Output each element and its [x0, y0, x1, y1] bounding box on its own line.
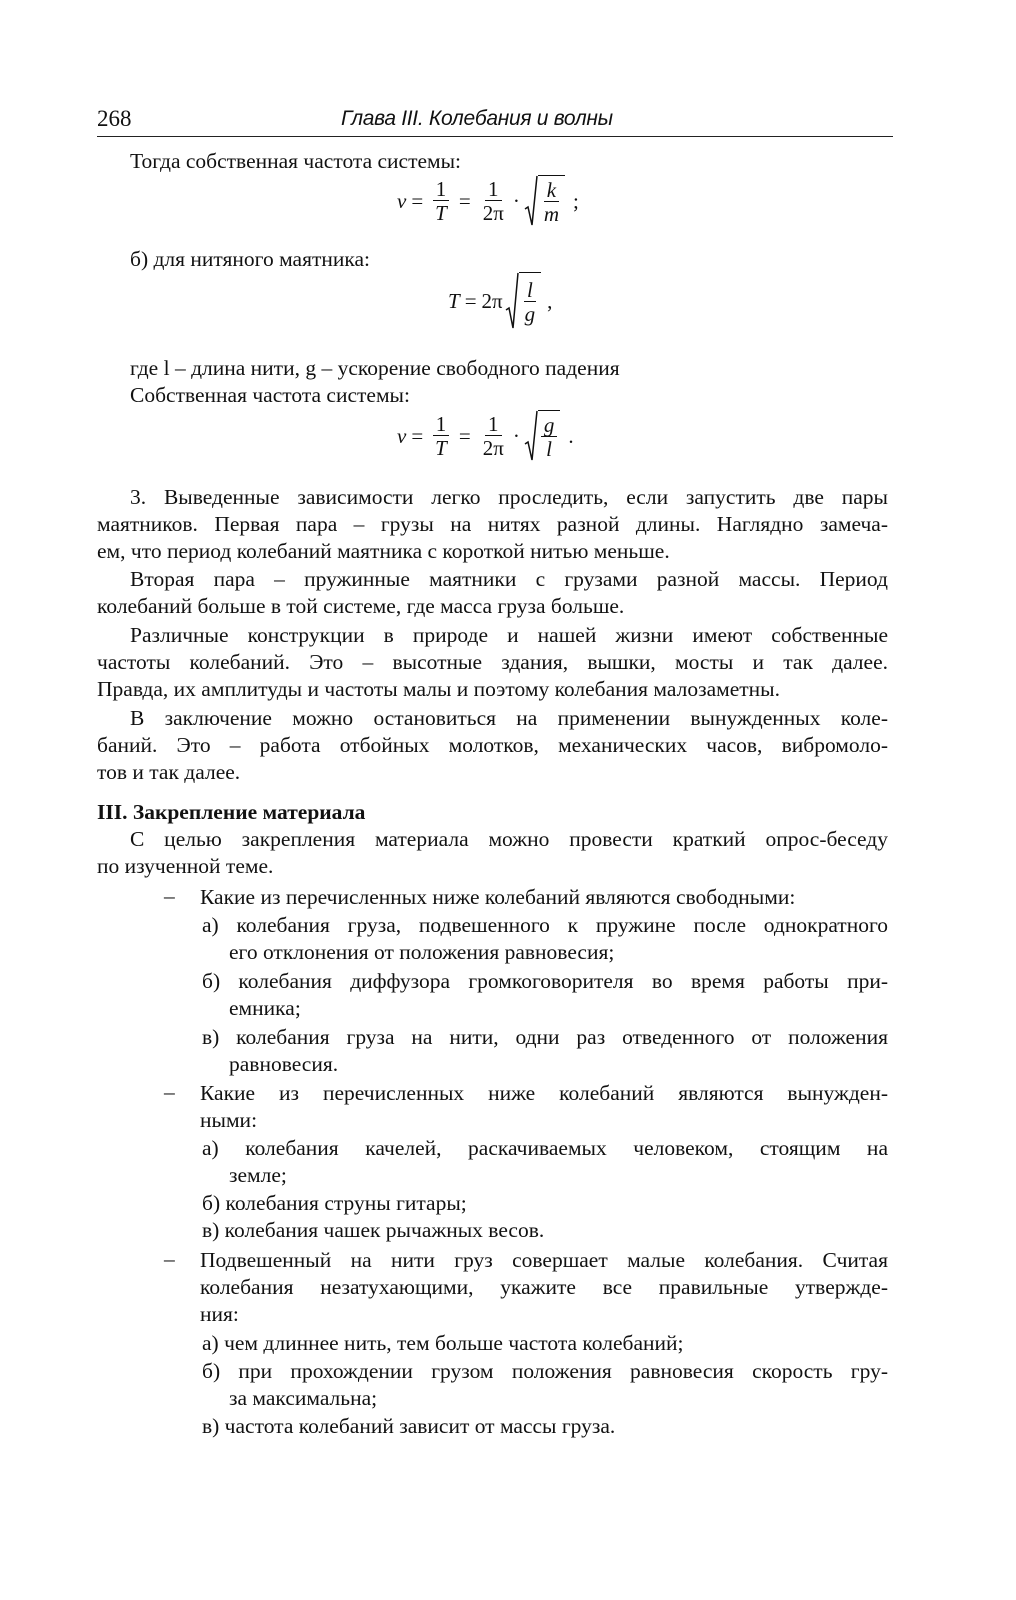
formula-pendulum-period [448, 272, 552, 330]
radical-sign-icon [524, 175, 538, 227]
radical-sign-icon [524, 410, 538, 462]
formula-symbol: 2π [481, 288, 503, 313]
fraction [541, 179, 562, 226]
fraction [432, 178, 450, 225]
fraction [522, 279, 539, 326]
paragraph-line: 3. Выведенные зависимости легко проследить, если запустить две пары [130, 485, 888, 509]
fraction [432, 413, 450, 460]
fraction-numerator: 1 [433, 178, 450, 201]
answer-option: его отклонения от положения равновесия; [229, 940, 615, 964]
formula-pendulum-frequency: ν = $\frac{1}{T}$ = $\frac{1}{2\pi}$ · $\frac{g}{l}$ . [397, 411, 574, 461]
fraction-numerator: 1 [433, 413, 450, 436]
square-root [524, 410, 561, 462]
paragraph-line: ем, что период колебаний маятника с короткой нитью меньше. [97, 539, 670, 563]
text-line: где l – длина нити, g – ускорение свободного падения [130, 356, 620, 380]
answer-option: емника; [229, 996, 301, 1020]
question-text: колебания незатухающими, укажите все правильные утвержде- [200, 1275, 888, 1299]
text-line: Собственная частота системы: [130, 383, 410, 407]
paragraph-line: частоты колебаний. Это – высотные здания, вышки, мосты и так далее. [97, 650, 888, 674]
fraction-denominator: 2π [482, 200, 504, 225]
square-root [505, 272, 542, 330]
formula-symbol: ν [397, 423, 407, 448]
question-text: Какие из перечисленных ниже колебаний являются вынужден- [200, 1081, 888, 1105]
page-number: 268 [97, 106, 132, 131]
fraction [480, 413, 507, 460]
answer-option: а) чем длиннее нить, тем больше частота колебаний; [202, 1331, 684, 1355]
paragraph-line: Различные конструкции в природе и нашей жизни имеют собственные [130, 623, 888, 647]
fraction [480, 178, 507, 225]
paragraph-line: Вторая пара – пружинные маятники с грузами разной массы. Период [130, 567, 888, 591]
answer-option: земле; [229, 1163, 287, 1187]
answer-option: а) колебания груза, подвешенного к пружине после однократного [202, 913, 888, 937]
fraction-denominator: T [435, 200, 447, 225]
paragraph-line: колебаний больше в той системе, где масса груза больше. [97, 594, 625, 618]
square-root [524, 175, 565, 227]
page-header [97, 106, 893, 137]
fraction-denominator: m [543, 202, 559, 226]
paragraph-line: В заключение можно остановиться на применении вынужденных коле- [130, 706, 888, 730]
question-text: ния: [200, 1302, 239, 1326]
formula-symbol: = [458, 188, 471, 213]
formula-symbol: = [464, 288, 477, 313]
fraction-denominator: 2π [482, 435, 504, 460]
answer-option: равновесия. [229, 1052, 339, 1076]
text-line: Тогда собственная частота системы: [130, 149, 462, 173]
fraction-denominator: l [546, 437, 552, 461]
answer-option: б) колебания струны гитары; [202, 1191, 467, 1215]
answer-option: б) при прохождении грузом положения равновесия скорость гру- [202, 1359, 888, 1383]
formula-symbol: = [411, 188, 424, 213]
answer-option: в) колебания груза на нити, одни раз отведенного от положения [202, 1025, 888, 1049]
paragraph-line: тов и так далее. [97, 760, 241, 784]
formula-symbol: = [458, 423, 471, 448]
formula-symbol: = [411, 423, 424, 448]
fraction-numerator: g [541, 414, 558, 437]
fraction-numerator: 1 [485, 413, 502, 436]
question-text: ными: [200, 1108, 258, 1132]
paragraph-line: по изученной теме. [97, 854, 274, 878]
question-text: Подвешенный на нити груз совершает малые колебания. Считая [200, 1248, 888, 1272]
paragraph-line: С целью закрепления материала можно провести краткий опрос-беседу [130, 827, 888, 851]
list-dash: – [164, 1080, 175, 1104]
section-title: III. Закрепление материала [97, 800, 366, 824]
list-dash: – [164, 884, 175, 908]
answer-option: а) колебания качелей, раскачиваемых человеком, стоящим на [202, 1136, 888, 1160]
formula-punctuation: ; [572, 188, 579, 213]
fraction-denominator: T [435, 435, 447, 460]
text-line: б) для нитяного маятника: [130, 247, 371, 271]
answer-option: б) колебания диффузора громкоговорителя во время работы при- [202, 969, 888, 993]
paragraph-line: маятников. Первая пара – грузы на нитях разной длины. Наглядно замеча- [97, 512, 888, 536]
fraction [541, 414, 558, 461]
fraction-numerator: l [524, 279, 536, 302]
fraction-numerator: k [544, 179, 559, 202]
paragraph-line: баний. Это – работа отбойных молотков, механических часов, вибромоло- [97, 733, 888, 757]
answer-option: в) колебания чашек рычажных весов. [202, 1218, 545, 1242]
formula-punctuation: , [547, 288, 553, 313]
radical-sign-icon [505, 272, 519, 330]
running-title: Глава III. Колебания и волны [341, 107, 613, 130]
formula-symbol: T [448, 288, 460, 313]
fraction-numerator: 1 [485, 178, 502, 201]
fraction-denominator: g [524, 302, 536, 326]
formula-symbol: ν [397, 188, 407, 213]
answer-option: за максимальна; [229, 1386, 378, 1410]
paragraph-line: Правда, их амплитуды и частоты малы и поэтому колебания малозаметны. [97, 677, 781, 701]
answer-option: в) частота колебаний зависит от массы груза. [202, 1414, 616, 1438]
question-text: Какие из перечисленных ниже колебаний являются свободными: [200, 885, 796, 909]
formula-spring-frequency: ν = $\frac{1}{T}$ = $\frac{1}{2\pi}$ · $\frac{k}{m}$ ; [397, 176, 579, 226]
list-dash: – [164, 1247, 175, 1271]
formula-punctuation: . [568, 423, 574, 448]
